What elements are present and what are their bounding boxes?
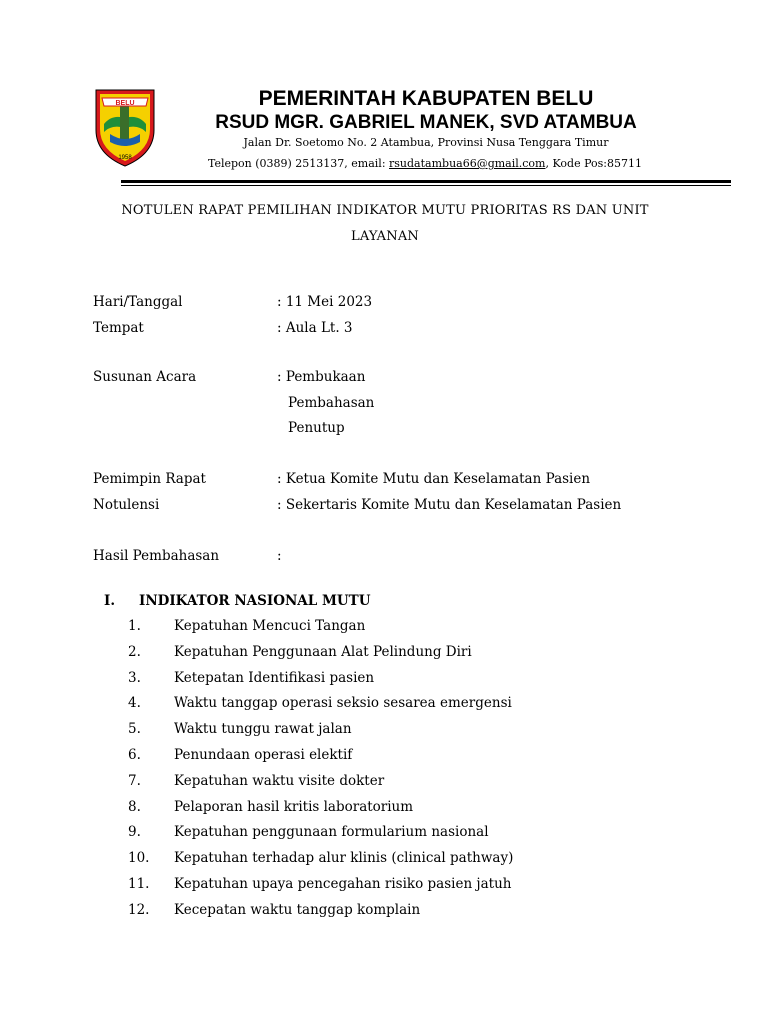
letterhead-title: PEMERINTAH KABUPATEN BELU — [258, 87, 594, 110]
indicator-text: Waktu tunggu rawat jalan — [174, 721, 352, 738]
indicator-text: Kepatuhan Penggunaan Alat Pelindung Diri — [174, 643, 472, 660]
notes-value: : Sekertaris Komite Mutu dan Keselamatan Pasien — [277, 497, 622, 513]
indicator-text: Kepatuhan penggunaan formularium nasional — [174, 824, 489, 841]
section-heading — [104, 591, 371, 611]
agenda-item: : Pembukaan — [277, 369, 366, 385]
result-value: : — [277, 548, 282, 564]
section-number: I. — [104, 593, 116, 609]
indicator-number: 8. — [128, 798, 141, 815]
indicator-item — [128, 900, 513, 926]
document-title — [80, 198, 690, 250]
indicator-item — [128, 874, 513, 900]
indicator-item — [128, 616, 513, 642]
indicator-number: 11. — [128, 875, 150, 892]
document-title-line2: LAYANAN — [351, 229, 419, 244]
indicator-text: Pelaporan hasil kritis laboratorium — [174, 798, 414, 815]
indicator-item — [128, 771, 513, 797]
indicator-number: 12. — [128, 901, 150, 918]
indicator-number: 10. — [128, 850, 150, 867]
emblem-banner-text: BELU — [115, 100, 135, 107]
indicator-item — [128, 693, 513, 719]
indicator-text: Kecepatan waktu tanggap komplain — [174, 901, 421, 918]
contact-phone: Telepon (0389) 2513137, email: — [207, 157, 390, 170]
indicator-number: 1. — [128, 618, 141, 634]
indicator-list — [128, 616, 513, 926]
date-label: Hari/Tanggal — [93, 294, 183, 310]
letterhead-divider-thin — [121, 185, 731, 186]
indicator-item — [128, 797, 513, 823]
agenda-item: Penutup — [288, 420, 345, 436]
emblem-year-text: 1958 — [118, 155, 132, 161]
document-title-line1: NOTULEN RAPAT PEMILIHAN INDIKATOR MUTU PRIORITAS RS DAN UNIT — [121, 203, 649, 218]
letterhead-divider-thick — [121, 180, 731, 183]
date-value: : 11 Mei 2023 — [277, 294, 373, 310]
indicator-number: 5. — [128, 721, 141, 738]
contact-postal: , Kode Pos:85711 — [545, 157, 643, 170]
indicator-item — [128, 745, 513, 771]
section-title: INDIKATOR NASIONAL MUTU — [139, 593, 371, 609]
indicator-text: Kepatuhan Mencuci Tangan — [174, 618, 366, 634]
indicator-item — [128, 848, 513, 874]
indicator-number: 3. — [128, 669, 141, 686]
leader-label: Pemimpin Rapat — [93, 471, 206, 487]
indicator-text: Kepatuhan upaya pencegahan risiko pasien jatuh — [174, 875, 512, 892]
leader-value: : Ketua Komite Mutu dan Keselamatan Pasien — [277, 471, 591, 487]
agenda-item: Pembahasan — [288, 395, 375, 411]
result-label: Hasil Pembahasan — [93, 548, 220, 564]
indicator-number: 2. — [128, 643, 141, 660]
indicator-item — [128, 642, 513, 668]
indicator-number: 9. — [128, 824, 141, 841]
indicator-number: 4. — [128, 695, 141, 712]
letterhead-subtitle: RSUD MGR. GABRIEL MANEK, SVD ATAMBUA — [215, 112, 637, 133]
indicator-text: Kepatuhan terhadap alur klinis (clinical pathway) — [174, 850, 514, 867]
indicator-number: 6. — [128, 746, 141, 763]
agenda-label: Susunan Acara — [93, 369, 197, 385]
indicator-text: Penundaan operasi elektif — [174, 746, 353, 763]
place-value: : Aula Lt. 3 — [277, 320, 353, 336]
notes-label: Notulensi — [93, 497, 160, 513]
indicator-item — [128, 668, 513, 694]
letterhead-contact — [140, 156, 710, 172]
indicator-item — [128, 822, 513, 848]
indicator-text: Kepatuhan waktu visite dokter — [174, 772, 385, 789]
indicator-text: Waktu tanggap operasi seksio sesarea emergensi — [174, 695, 512, 712]
contact-email-link[interactable]: rsudatambua66@gmail.com — [389, 157, 546, 170]
place-label: Tempat — [93, 320, 144, 336]
letterhead-address: Jalan Dr. Soetomo No. 2 Atambua, Provinsi Nusa Tenggara Timur — [243, 136, 609, 149]
indicator-number: 7. — [128, 772, 141, 789]
indicator-item — [128, 719, 513, 745]
indicator-text: Ketepatan Identifikasi pasien — [174, 669, 375, 686]
